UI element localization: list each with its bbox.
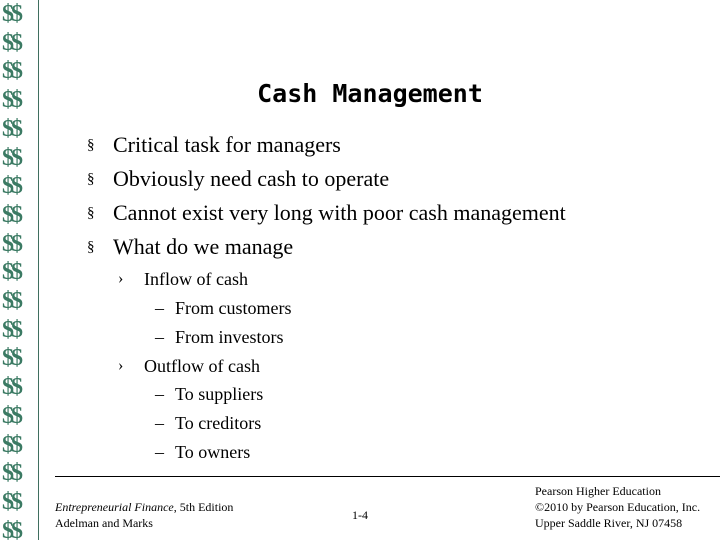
slide-title: Cash Management <box>257 79 483 108</box>
page-number: 1-4 <box>352 508 368 522</box>
dollar-sign-mark: $$ <box>2 316 20 343</box>
dollar-sign-mark: $$ <box>2 288 20 314</box>
dash-marker: – <box>155 384 164 404</box>
section-bullet-icon: § <box>87 239 95 255</box>
footer-book-title: Entrepreneurial Finance <box>55 500 174 514</box>
dollar-sign-mark: $$ <box>2 173 20 200</box>
dollar-sign-sidebar <box>0 0 39 544</box>
dash-item-text: From investors <box>175 327 284 347</box>
publisher-line: Upper Saddle River, NJ 07458 <box>535 516 683 530</box>
dollar-sign-mark: $$ <box>2 58 20 85</box>
dollar-sign-mark: $$ <box>2 144 20 171</box>
footer-book-info <box>55 499 233 531</box>
footer-publisher <box>535 483 700 531</box>
dollar-sign-mark: $$ <box>2 431 20 458</box>
dash-marker: – <box>155 442 164 462</box>
dash-marker: – <box>155 327 164 347</box>
footer-divider <box>55 476 720 477</box>
dollar-sign-mark: $$ <box>2 230 20 257</box>
section-bullet-icon: § <box>87 171 95 187</box>
dollar-sign-mark: $$ <box>2 115 20 142</box>
footer-authors: Adelman and Marks <box>55 516 153 530</box>
dollar-sign-mark: $$ <box>2 29 20 56</box>
bullet-text: Obviously need cash to operate <box>113 166 390 191</box>
dollar-sign-mark: $$ <box>2 488 20 515</box>
dash-item-text: To owners <box>175 442 251 462</box>
sub-bullet-text: Outflow of cash <box>144 356 260 376</box>
dollar-sign-mark: $$ <box>2 402 20 429</box>
dollar-sign-mark: $$ <box>2 374 20 401</box>
bullet-text: Critical task for managers <box>113 132 341 157</box>
footer-book-edition: , 5th Edition <box>173 500 234 514</box>
sub-bullet-text: Inflow of cash <box>144 269 248 289</box>
dash-marker: – <box>155 298 164 318</box>
dash-item-text: To creditors <box>175 413 262 433</box>
section-bullet-icon: § <box>87 205 95 221</box>
dollar-sign-mark: $$ <box>2 460 20 487</box>
dash-item-text: To suppliers <box>175 384 264 404</box>
dash-marker: – <box>155 413 164 433</box>
publisher-line: Pearson Higher Education <box>535 484 661 498</box>
chevron-right-icon: › <box>118 270 124 287</box>
dollar-sign-mark: $$ <box>2 1 20 27</box>
dollar-sign-mark: $$ <box>2 517 20 544</box>
footer-book-line <box>55 499 233 515</box>
publisher-line: ©2010 by Pearson Education, Inc. <box>535 500 701 514</box>
bullet-text: Cannot exist very long with poor cash management <box>113 200 566 225</box>
dollar-sign-mark: $$ <box>2 259 20 286</box>
bullet-text: What do we manage <box>113 234 294 259</box>
dollar-sign-mark: $$ <box>2 201 20 228</box>
dollar-sign-mark: $$ <box>2 87 20 114</box>
dash-item-text: From customers <box>175 298 292 318</box>
section-bullet-icon: § <box>87 137 95 153</box>
chevron-right-icon: › <box>118 357 124 374</box>
dollar-sign-mark: $$ <box>2 345 20 372</box>
